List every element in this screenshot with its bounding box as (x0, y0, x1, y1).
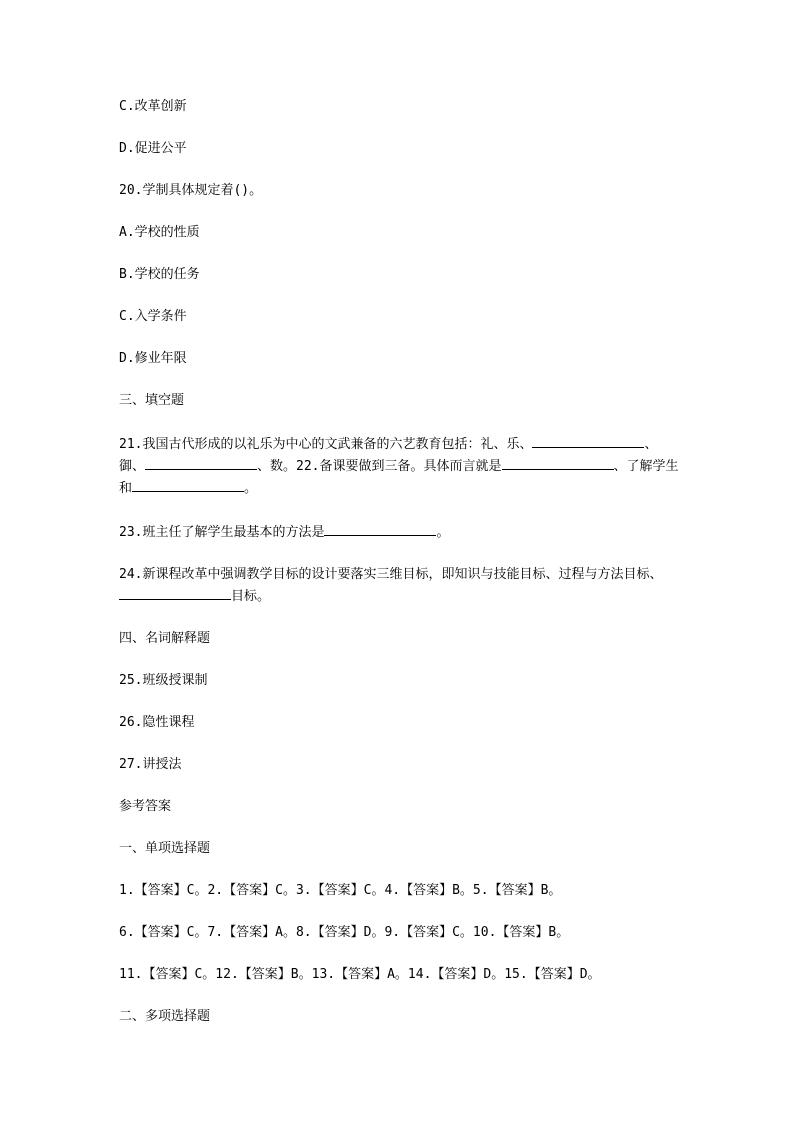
q21-text-2: 、御、 (119, 437, 658, 474)
answers-section-multi-choice: 二、多项选择题 (119, 1009, 211, 1024)
q24-text-end: 目标。 (231, 589, 271, 604)
question-25: 25.班级授课制 (119, 673, 208, 688)
q22-text-1: 、了解学生和 (119, 459, 679, 496)
option-19d: D.促进公平 (119, 141, 187, 156)
blank-line (532, 433, 644, 448)
question-24 (119, 565, 679, 607)
section-terms-heading: 四、名词解释题 (119, 631, 211, 646)
blank-line (324, 521, 436, 536)
answers-11-15: 11.【答案】C。12.【答案】B。13.【答案】A。14.【答案】D。15.【答案】D。 (119, 967, 601, 982)
question-26: 26.隐性课程 (119, 715, 195, 730)
question-23 (119, 521, 679, 543)
blank-line (502, 455, 614, 470)
answers-1-5: 1.【答案】C。2.【答案】C。3.【答案】C。4.【答案】B。5.【答案】B。 (119, 883, 562, 898)
q23-text-end: 。 (436, 525, 450, 540)
q21-text-1: 21.我国古代形成的以礼乐为中心的文武兼备的六艺教育包括：礼、乐、 (119, 437, 533, 452)
option-20a: A.学校的性质 (119, 225, 200, 240)
answers-heading: 参考答案 (119, 799, 172, 814)
q22-text-end: 。 (244, 481, 258, 496)
option-20c: C.入学条件 (119, 309, 187, 324)
document-content (119, 97, 679, 1049)
answers-6-10: 6.【答案】C。7.【答案】A。8.【答案】D。9.【答案】C。10.【答案】B。 (119, 925, 570, 940)
question-27: 27.讲授法 (119, 757, 182, 772)
blank-line (119, 585, 231, 600)
option-20d: D.修业年限 (119, 351, 187, 366)
q23-text-1: 23.班主任了解学生最基本的方法是 (119, 525, 325, 540)
question-21-22 (119, 433, 679, 499)
q24-text-1: 24.新课程改革中强调教学目标的设计要落实三维目标，即知识与技能目标、过程与方法目标、 (119, 567, 663, 582)
blank-line (145, 455, 257, 470)
answers-section-single-choice: 一、单项选择题 (119, 841, 211, 856)
question-20: 20.学制具体规定着()。 (119, 183, 263, 198)
section-fill-in-heading: 三、填空题 (119, 393, 185, 408)
blank-line (132, 477, 244, 492)
q21-text-3: 、数。22.备课要做到三备。具体而言就是 (257, 459, 502, 474)
option-20b: B.学校的任务 (119, 267, 200, 282)
option-19c: C.改革创新 (119, 99, 187, 114)
